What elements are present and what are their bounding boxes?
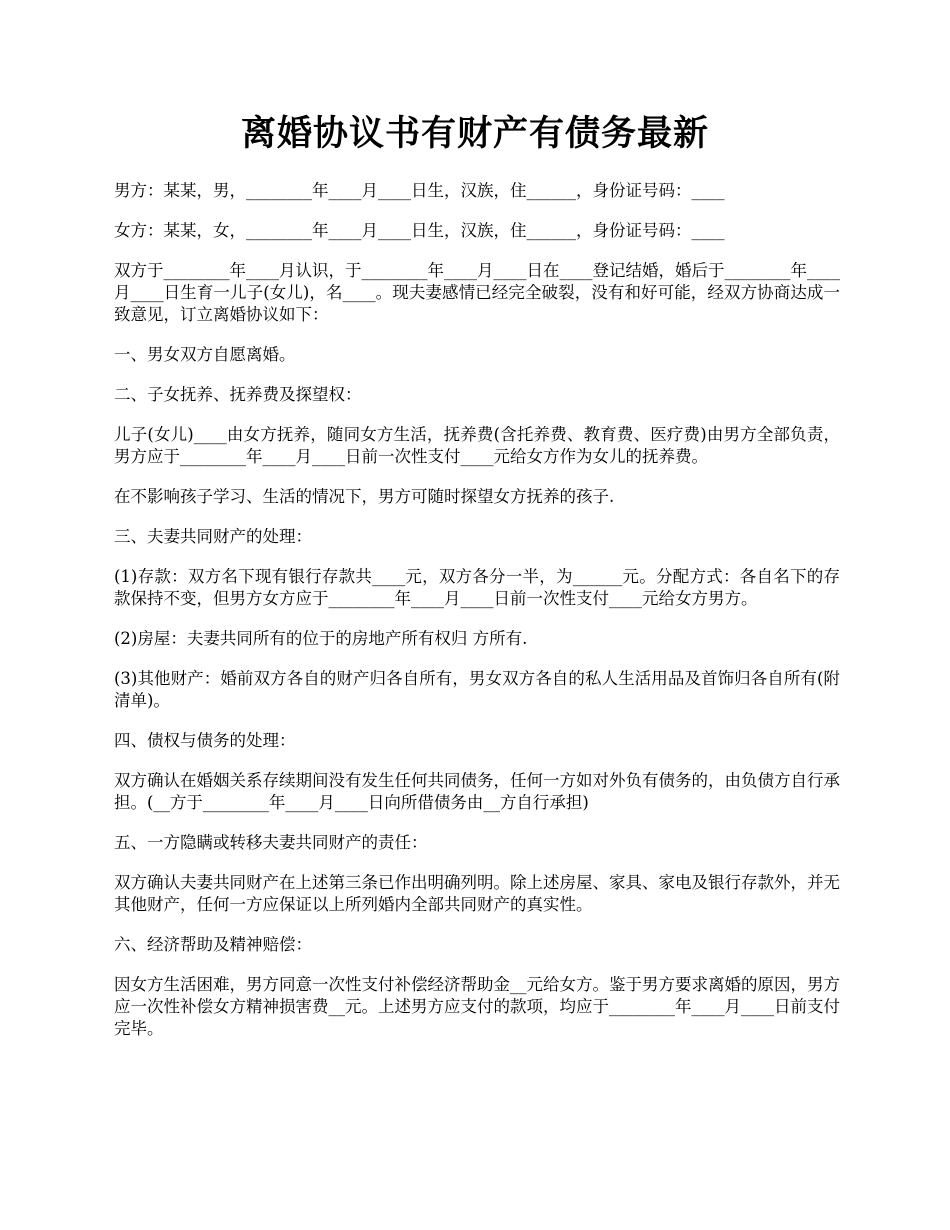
clause-6-heading: 六、经济帮助及精神赔偿： (114, 935, 312, 954)
concealment-paragraph: 双方确认夫妻共同财产在上述第三条已作出明确列明。除上述房屋、家具、家电及银行存款外，并无其他财产，任何一方应保证以上所列婚内全部共同财产的真实性。 (114, 873, 840, 914)
party-male-paragraph: 男方：某某，男，________年____月____日生，汉族，住______，身份证号码：____ (114, 181, 725, 200)
clause-2-heading: 二、子女抚养、抚养费及探望权： (114, 385, 362, 404)
visitation-paragraph: 在不影响孩子学习、生活的情况下，男方可随时探望女方抚养的孩子. (114, 487, 615, 506)
other-property-paragraph: (3)其他财产：婚前双方各自的财产归各自所有，男女双方各自的私人生活用品及首饰归各自所有(附清单)。 (114, 669, 840, 710)
house-paragraph: (2)房屋：夫妻共同所有的位于的房地产所有权归 方所有. (114, 629, 528, 648)
clause-4-heading: 四、债权与债务的处理： (114, 731, 296, 750)
document-body (114, 180, 840, 1058)
deposits-paragraph: (1)存款：双方名下现有银行存款共____元，双方各分一半，为______元。分配方式：各自名下的存款保持不变，但男方女方应于________年____月____日前一次性支付____元给女方男方。 (114, 567, 840, 608)
compensation-paragraph: 因女方生活困难，男方同意一次性支付补偿经济帮助金__元给女方。鉴于男方要求离婚的原因，男方应一次性补偿女方精神损害费__元。上述男方应支付的款项，均应于________年____月____日前支付完毕。 (114, 975, 840, 1038)
child-custody-paragraph: 儿子(女儿)____由女方抚养，随同女方生活，抚养费(含托养费、教育费、医疗费)由男方全部负责，男方应于________年____月____日前一次性支付____元给女方作为女儿的抚养费。 (114, 425, 840, 466)
clause-3-heading: 三、夫妻共同财产的处理： (114, 527, 312, 546)
document-title: 离婚协议书有财产有债务最新 (240, 113, 709, 154)
party-female-paragraph: 女方：某某，女，________年____月____日生，汉族，住______，身份证号码：____ (114, 221, 725, 240)
clause-1-heading: 一、男女双方自愿离婚。 (114, 345, 296, 364)
marriage-background-paragraph: 双方于________年____月认识，于________年____月____日在____登记结婚，婚后于________年____月____日生育一儿子(女儿)，名____。现夫妻感情已经完全破裂，没有和好可能，经双方协商达成一致意见，订立离婚协议如下： (114, 261, 840, 324)
clause-5-heading: 五、一方隐瞒或转移夫妻共同财产的责任： (114, 833, 428, 852)
debts-paragraph: 双方确认在婚姻关系存续期间没有发生任何共同债务，任何一方如对外负有债务的，由负债方自行承担。(__方于________年____月____日向所借债务由__方自行承担) (114, 771, 840, 812)
